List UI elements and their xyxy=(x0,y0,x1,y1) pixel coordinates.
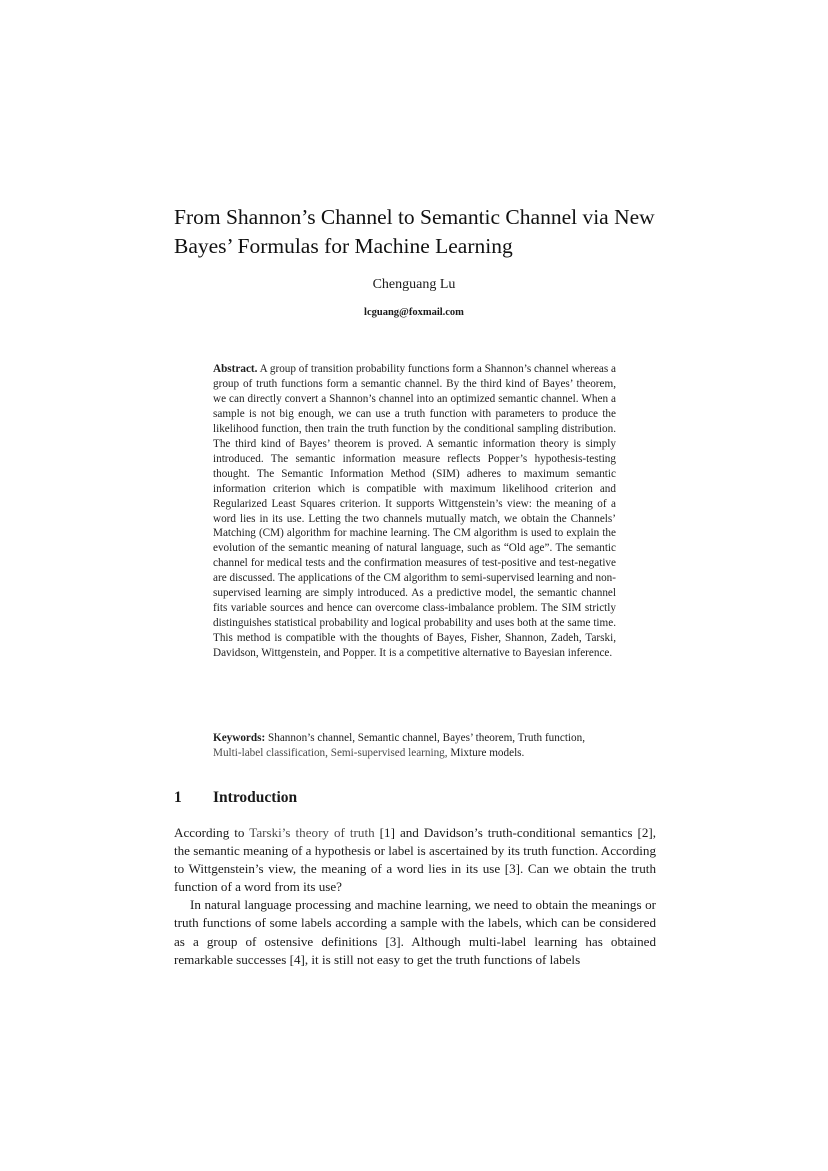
abstract-label: Abstract. xyxy=(213,363,258,375)
paragraph-1 xyxy=(174,824,656,896)
section-title: Introduction xyxy=(213,789,298,806)
keywords-muted: Multi-label classification, Semi-supervised learning, xyxy=(213,747,448,759)
title-line-1: From Shannon’s Channel to Semantic Channel via New xyxy=(174,205,655,229)
author-email: lcguang@foxmail.com xyxy=(364,307,464,318)
paragraph-1-text-start: According to xyxy=(174,825,250,840)
paper-title xyxy=(174,203,674,261)
title-line-2: Bayes’ Formulas for Machine Learning xyxy=(174,234,513,258)
keywords-main: Shannon’s channel, Semantic channel, Bayes’ theorem, Truth function, xyxy=(265,732,586,744)
paragraph-1-text-end: [1] and Davidson’s truth-conditional semantics [2], the semantic meaning of a hypothesis or label is ascertained by its truth function. According to Wittgenstein’s view, the meaning of a word lies in its use [3]. Can we obtain the truth function of a word from its use? xyxy=(174,825,656,895)
keywords-label: Keywords: xyxy=(213,732,266,744)
abstract xyxy=(213,362,616,661)
keywords xyxy=(213,731,616,761)
section-number: 1 xyxy=(174,789,182,806)
keywords-tail: Mixture models. xyxy=(447,747,525,759)
author-name: Chenguang Lu xyxy=(372,277,456,292)
tarski-theory-link[interactable]: Tarski’s theory of truth xyxy=(249,825,375,840)
introduction-body xyxy=(174,824,656,969)
paragraph-2: In natural language processing and machine learning, we need to obtain the meanings or truth functions of some labels according a sample with the labels, which can be considered as a group of ostensive definitions [3]. Although multi-label learning has obtained remarkable successes [4], it is still not easy to get the truth functions of labels xyxy=(174,897,656,967)
abstract-text: A group of transition probability functions form a Shannon’s channel whereas a group of truth functions form a semantic channel. By the third kind of Bayes’ theorem, we can directly convert a Shannon’s channel into an optimized semantic channel. When a sample is not big enough, we can use a truth function with parameters to produce the likelihood function, then train the truth function by the conditional sampling distribution. The third kind of Bayes’ theorem is proved. A semantic information theory is simply introduced. The semantic information measure reflects Popper’s hypothesis-testing thought. The Semantic Information Method (SIM) adheres to maximum semantic information criterion which is compatible with maximum likelihood criterion and Regularized Least Squares criterion. It supports Wittgenstein’s view: the meaning of a word lies in its use. Letting the two channels mutually match, we obtain the Channels’ Matching (CM) algorithm for machine learning. The CM algorithm is used to explain the evolution of the semantic meaning of natural language, such as “Old age”. The semantic channel for medical tests and the confirmation measures of test-positive and test-negative are discussed. The applications of the CM algorithm to semi-supervised learning and non-supervised learning are simply introduced. As a predictive model, the semantic channel fits variable sources and hence can overcome class-imbalance problem. The SIM strictly distinguishes statistical probability and logical probability and uses both at the same time. This method is compatible with the thoughts of Bayes, Fisher, Shannon, Zadeh, Tarski, Davidson, Wittgenstein, and Popper. It is a competitive alternative to Bayesian inference. xyxy=(213,363,616,660)
section-heading xyxy=(174,788,674,808)
